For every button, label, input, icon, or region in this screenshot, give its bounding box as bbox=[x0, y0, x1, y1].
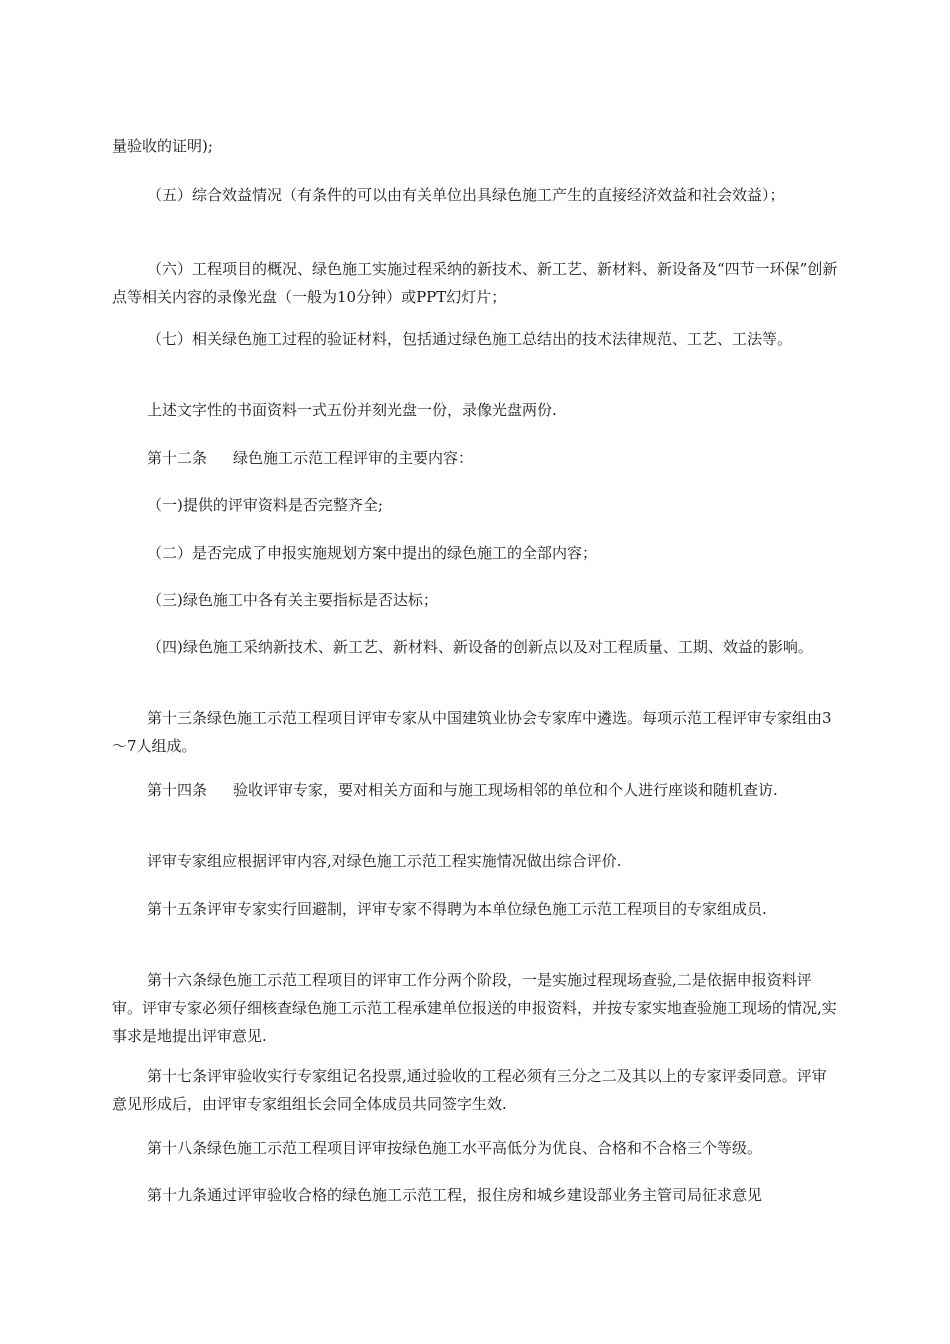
paragraph-article-17: 第十七条评审验收实行专家组记名投票,通过验收的工程必须有三分之二及其以上的专家评委同意。评审意见形成后，由评审专家组组长会同全体成员共同签字生效. bbox=[112, 1067, 827, 1113]
paragraph-review-item-4: （四)绿色施工采纳新技术、新工艺、新材料、新设备的创新点以及对工程质量、工期、效益的影响。 bbox=[147, 638, 813, 656]
paragraph-item-7: （七）相关绿色施工过程的验证材料，包括通过绿色施工总结出的技术法律规范、工艺、工法等。 bbox=[147, 330, 793, 348]
paragraph-article-12 bbox=[112, 444, 840, 472]
paragraph-article-13: 第十三条绿色施工示范工程项目评审专家从中国建筑业协会专家库中遴选。每项示范工程评审专家组由3～7人组成。 bbox=[112, 709, 832, 755]
article-14-label: 第十四条 bbox=[147, 781, 208, 799]
paragraph-article-14 bbox=[112, 776, 840, 804]
paragraph-item-6: （六）工程项目的概况、绿色施工实施过程采纳的新技术、新工艺、新材料、新设备及“四节一环保”创新点等相关内容的录像光盘（一般为10分钟）或PPT幻灯片； bbox=[112, 260, 838, 306]
article-14-text: 验收评审专家，要对相关方面和与施工现场相邻的单位和个人进行座谈和随机查访. bbox=[233, 781, 778, 799]
paragraph-article-19: 第十九条通过评审验收合格的绿色施工示范工程，报住房和城乡建设部业务主管司局征求意见 bbox=[147, 1186, 763, 1204]
paragraph-article-18: 第十八条绿色施工示范工程项目评审按绿色施工水平高低分为优良、合格和不合格三个等级。 bbox=[147, 1139, 763, 1157]
paragraph-item-5: （五）综合效益情况（有条件的可以由有关单位出具绿色施工产生的直接经济效益和社会效益）； bbox=[147, 186, 785, 204]
paragraph-continuation: 量验收的证明); bbox=[112, 137, 213, 155]
paragraph-article-16: 第十六条绿色施工示范工程项目的评审工作分两个阶段，一是实施过程现场查验,二是依据申报资料评审。评审专家必须仔细核查绿色施工示范工程承建单位报送的申报资料，并按专家实地查验施工现场的情况,实事求是地提出评审意见. bbox=[112, 971, 837, 1045]
article-12-label: 第十二条 bbox=[147, 449, 208, 467]
paragraph-expert-evaluation: 评审专家组应根据评审内容,对绿色施工示范工程实施情况做出综合评价. bbox=[147, 852, 622, 870]
paragraph-review-item-2: （二）是否完成了申报实施规划方案中提出的绿色施工的全部内容； bbox=[147, 544, 598, 562]
article-12-text: 绿色施工示范工程评审的主要内容： bbox=[233, 449, 474, 467]
paragraph-review-item-1: （一)提供的评审资料是否完整齐全; bbox=[147, 496, 383, 514]
paragraph-review-item-3: （三)绿色施工中各有关主要指标是否达标； bbox=[147, 591, 438, 609]
paragraph-article-15: 第十五条评审专家实行回避制，评审专家不得聘为本单位绿色施工示范工程项目的专家组成员. bbox=[147, 900, 767, 918]
paragraph-materials-note: 上述文字性的书面资料一式五份并刻光盘一份，录像光盘两份. bbox=[147, 401, 557, 419]
